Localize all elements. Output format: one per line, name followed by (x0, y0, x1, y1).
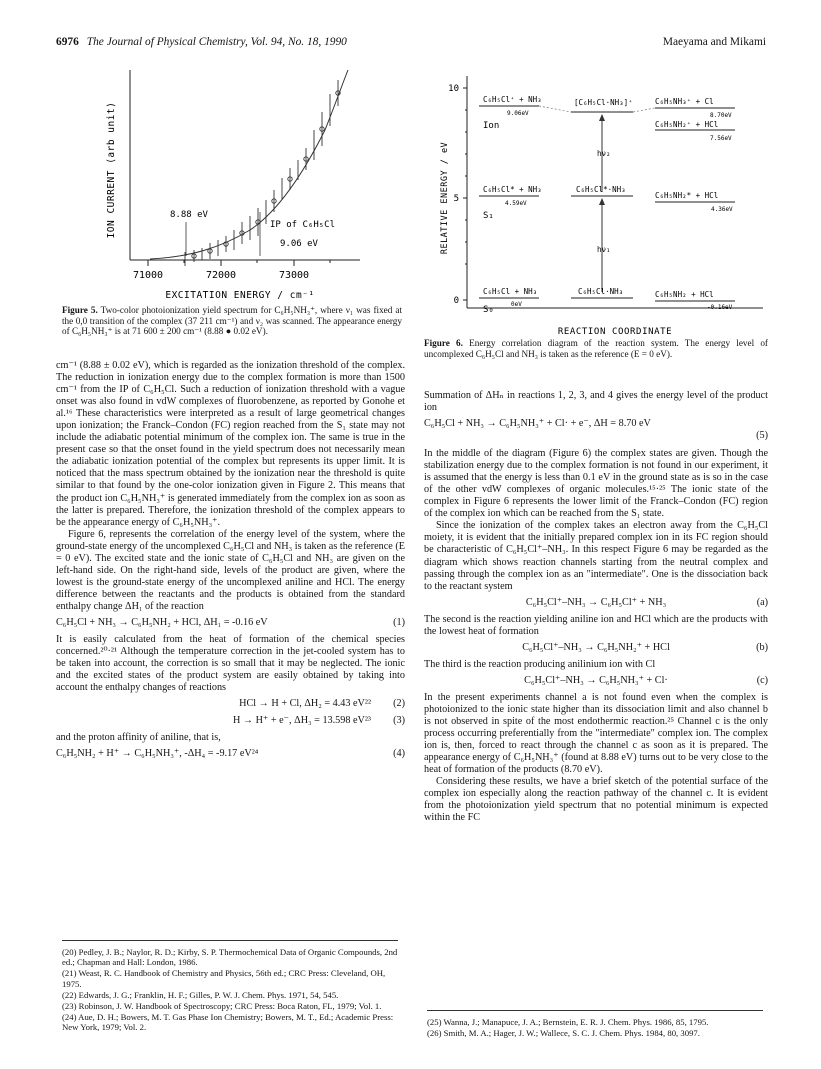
fig5-fit-curve (150, 70, 348, 259)
fig6-hv1-label: hν₁ (597, 245, 611, 254)
reference-20: (20) Pedley, J. B.; Naylor, R. D.; Kirby, S. P. Thermochemical Data of Organic Compounds, 2nd ed.; Chapman and Hall: London, 1986. (62, 947, 398, 968)
fig6-ion-right1-label: C₆H₅NH₃⁺ + Cl (655, 97, 714, 106)
left-paragraph-4: and the proton affinity of aniline, that is, (56, 732, 221, 744)
right-paragraph-6: In the present experiments channel a is not found even when the complex is photoionized to the ionic state higher than its dissociation limit and also channel b is not observed in spite of the most endothermic reaction.²⁵ Channel c is the only process occurring preferentially from the "intermediate" complex ion. The complex ion is, then, forced to react through the channel c as soon as it is prepared. The appearance energy of C₆H₅NH₃⁺ (found at 8.88 eV) turns out to be very close to the heat of formation of the products (8.70 eV). (424, 691, 768, 776)
journal-title: The Journal of Physical Chemistry, Vol. 94, No. 18, 1990 (86, 36, 347, 48)
right-paragraph-5: The third is the reaction producing anilinium ion with Cl (424, 658, 656, 670)
right-paragraph-4: The second is the reaction yielding aniline ion and HCl which are the products with the lowest heat of formation (424, 613, 768, 637)
equation-c-body: C₆H₅Cl⁺–NH₃ → C₆H₅NH₃⁺ + Cl· (524, 674, 668, 686)
fig6-ion-left-label: C₆H₅Cl⁺ + NH₃ (483, 95, 542, 104)
equation-a-number: (a) (756, 596, 768, 608)
fig6-s1-mid-label: C₆H₅Cl*·NH₃ (576, 185, 626, 194)
reference-23: (23) Robinson, J. W. Handbook of Spectroscopy; CRC Press: Boca Raton, FL, 1979; Vol. 1. (62, 1001, 382, 1012)
header-left (56, 36, 347, 48)
equation-4-body: C₆H₅NH₂ + H⁺ → C₆H₅NH₃⁺, -ΔH₄ = -9.17 eV²⁴ (56, 748, 259, 760)
fig5-ylabel: ION CURRENT (arb unit) (106, 101, 117, 239)
reference-26: (26) Smith, M. A.; Hager, J. W.; Wallece, S. C. J. Chem. Phys. 1984, 80, 3097. (427, 1028, 700, 1039)
fig6-ion-mid-label: [C₆H₅Cl·NH₃]⁺ (574, 98, 633, 107)
left-paragraph-3: It is easily calculated from the heat of formation of the chemical species concerned.²⁰·²¹ Although the temperature correction in the jet-cooled system has to be taken into account, the correction is so small that it may be neglected. The ionic and the excited states of the product system are easily obtained by taking into account the enthalpy changes of reactions (56, 633, 405, 694)
equation-a-body: C₆H₅Cl⁺–NH₃ → C₆H₅Cl⁺ + NH₃ (525, 596, 667, 608)
figure-6 (440, 68, 765, 343)
fig6-hv1-arrowhead (599, 198, 605, 205)
fig5-caption-label: Figure 5. (62, 305, 98, 315)
equation-b-number: (b) (756, 641, 768, 653)
fig6-s0-right-val: -0.16eV (707, 304, 733, 311)
equation-3 (56, 715, 405, 728)
right-paragraph-3: Since the ionization of the complex takes an electron away from the C₆H₅Cl moiety, it is evident that the initially prepared complex ion in its FC region should be characteristic of C₆H₅Cl⁺–NH₃. In this respect Figure 6 may be regarded as the diagram which shows reaction channels starting from the neutral complex and passing through the complex ion as an "intermediate". One is the dissociation back to the reactant system (424, 520, 768, 592)
equation-c (424, 675, 768, 688)
fig6-ylabel: RELATIVE ENERGY / eV (440, 141, 450, 255)
equation-1-number: (1) (393, 616, 405, 628)
fig6-hv2-label: hν₂ (597, 149, 611, 158)
equation-5-number: (5) (756, 430, 768, 442)
fig6-s1-right-label: C₆H₅NH₂* + HCl (655, 191, 719, 200)
fig6-ion-link-left (539, 106, 571, 112)
equation-c-number: (c) (756, 674, 768, 686)
figure-5-caption (62, 305, 402, 337)
equation-1 (56, 617, 405, 630)
fig5-caption-text: Two-color photoionization yield spectrum for C₆H₅NH₃⁺, where ν₁ was fixed at the 0,0 transition of the complex (37 211 cm⁻¹) and ν₂ was scanned. The appearance energy of C₆H₅NH₃⁺ is at 71 600 ± 200 cm⁻¹ (8.88 ● 0.02 eV). (62, 305, 402, 337)
fig6-ion-right2-val: 7.56eV (710, 135, 732, 142)
fig5-xtick-2: 73000 (278, 270, 310, 281)
fig6-ion-left-val: 9.06eV (507, 110, 529, 117)
fig5-onset-label: 8.88 eV (170, 210, 208, 220)
fig5-xtick-0: 71000 (132, 270, 164, 281)
left-paragraph-2: Figure 6, represents the correlation of the energy level of the system, where the ground-state energy of the uncomplexed C₆H₅Cl and NH₃ is taken as the reference (E = 0 eV). The excited state and the ionic state of C₆H₅Cl and NH₃ are given on the left-hand side. On the right-hand side, levels of the product are given, where the lowest is the ground-state energy of the uncomplexed aniline and HCl. The energy difference between the reactants and the products is obtained from the standard enthalpy change ΔH₁ of the reaction (56, 528, 405, 612)
equation-a (424, 597, 768, 610)
equation-2-number: (2) (393, 698, 405, 710)
page-header (56, 36, 766, 52)
right-column (424, 390, 768, 824)
figure-6-caption (424, 338, 768, 359)
references-right (427, 1010, 763, 1039)
references-left (62, 940, 398, 1034)
equation-b (424, 642, 768, 655)
fig6-caption-label: Figure 6. (424, 338, 463, 348)
equation-1-body: C₆H₅Cl + NH₃ → C₆H₅NH₂ + HCl, ΔH₁ = -0.16 eV (56, 616, 268, 628)
fig6-ion-link-right (633, 108, 655, 112)
equation-2-body: HCl → H + Cl, ΔH₂ = 4.43 eV²² (239, 698, 371, 710)
fig6-xlabel: REACTION COORDINATE (557, 327, 673, 337)
fig6-s1-right-val: 4.36eV (711, 206, 733, 213)
right-paragraph-7: Considering these results, we have a brief sketch of the potential surface of the complex ion especially along the reaction pathway of the channel c. It is evident from the photoionization yield spectrum that no potential minimum is expected within the FC (424, 776, 768, 824)
fig6-ion-right2-label: C₆H₅NH₂⁺ + HCl (655, 120, 719, 129)
fig6-ion-region: Ion (483, 121, 500, 131)
reference-24: (24) Aue, D. H.; Bowers, M. T. Gas Phase Ion Chemistry; Bowers, M. T., Ed.; Academic Press: New York, 1979; Vol. 2. (62, 1012, 394, 1033)
equation-4 (56, 748, 405, 761)
fig6-s1-left-label: C₆H₅Cl* + NH₃ (483, 185, 542, 194)
equation-2 (56, 698, 405, 711)
left-column (56, 360, 405, 765)
fig6-s1-region: S₁ (483, 211, 494, 221)
equation-3-body: H → H⁺ + e⁻, ΔH₃ = 13.598 eV²³ (232, 715, 371, 727)
fig5-ip-label-1: IP of C₆H₅Cl (270, 220, 336, 230)
fig6-hv2-arrowhead (599, 114, 605, 121)
equation-3-number: (3) (393, 715, 405, 727)
page-number: 6976 (56, 36, 79, 48)
equation-5 (424, 418, 768, 444)
equation-4-number: (4) (393, 748, 405, 760)
fig6-caption-text: Energy correlation diagram of the reaction system. The energy level of uncomplexed C₆H₅Cl and NH₃ is taken as the reference (E = 0 eV). (424, 338, 768, 359)
fig6-ytick-10: 10 (448, 84, 459, 94)
fig6-s0-region: S₀ (483, 305, 494, 315)
left-paragraph-1: cm⁻¹ (8.88 ± 0.02 eV), which is regarded as the ionization threshold of the complex. The reduction in ionization energy due to the complex formation is more than 1500 cm⁻¹ from the IP of C₆H₅Cl. Such a reduction of ionization threshold with a vague onset was also found in vdW complexes of fluorobenzene, as reported by Gonohe et al.¹⁶ These characteristics were interpreted as a result of large geometrical changes upon ionization; the Franck–Condon (FC) region reached from the S₁ state may not include the adiabatic potential minimum of the complex ion. The same is true in the present case so that the onset found in the yield spectrum does not necessarily mean the adiabatic ionization potential of the complex but represents its upper limit. It is noticed that the mass spectrum obtained by the ionization near the threshold is quite similar to that found by the one-color ionization given in Figure 2. This means that the product ion C₆H₅NH₃⁺ is generated immediately from the complex ion as soon as the latter is prepared. Therefore, the ionization threshold of the complex appears to be the appearance energy of C₆H₅NH₃⁺. (56, 360, 405, 528)
figure-5 (90, 60, 390, 310)
fig6-ytick-5: 5 (453, 194, 459, 204)
fig6-s0-mid-label: C₆H₅Cl·NH₃ (578, 287, 624, 296)
fig5-ip-label-2: 9.06 eV (280, 239, 318, 249)
right-paragraph-1: Summation of ΔHₙ in reactions 1, 2, 3, and 4 gives the energy level of the product ion (424, 390, 768, 414)
header-authors: Maeyama and Mikami (662, 36, 766, 48)
fig6-ytick-0: 0 (453, 296, 459, 306)
figure-5-plot (90, 60, 390, 305)
fig6-s0-right-label: C₆H₅NH₂ + HCl (655, 290, 714, 299)
equation-5-body: C₆H₅Cl + NH₃ → C₆H₅NH₃⁺ + Cl· + e⁻, ΔH = 8.70 eV (424, 418, 651, 430)
fig6-ion-right1-val: 8.70eV (710, 112, 732, 119)
reference-21: (21) Weast, R. C. Handbook of Chemistry and Physics, 56th ed.; CRC Press: Cleveland, OH, 1975. (62, 968, 386, 989)
fig6-s1-left-val: 4.59eV (505, 200, 527, 207)
right-paragraph-2: In the middle of the diagram (Figure 6) the complex states are given. Though the stabilization energy due to the complex formation is not found in our experiment, it is assumed that the energy is less than 0.1 eV in the ground state as is so in the case of the other vdW complexes of organic molecules.¹⁵·²⁵ The ionic state of the complex in Figure 6 represents the lower limit of the Franck–Condon (FC) region of the complex ion which can be reached from the S₁ state. (424, 448, 768, 520)
reference-25: (25) Wanna, J.; Manapuce, J. A.; Bernstein, E. R. J. Chem. Phys. 1986, 85, 1795. (427, 1017, 709, 1027)
figure-6-diagram (440, 68, 765, 338)
fig5-xlabel: EXCITATION ENERGY / cm⁻¹ (165, 290, 315, 301)
fig6-s0-left-label: C₆H₅Cl + NH₃ (483, 287, 538, 296)
equation-b-body: C₆H₅Cl⁺–NH₃ → C₆H₅NH₂⁺ + HCl (522, 641, 670, 653)
fig5-xtick-1: 72000 (205, 270, 237, 281)
fig6-s0-left-val: 0eV (511, 301, 522, 308)
reference-22: (22) Edwards, J. G.; Franklin, H. F.; Gilles, P. W. J. Chem. Phys. 1971, 54, 545. (62, 989, 339, 1000)
